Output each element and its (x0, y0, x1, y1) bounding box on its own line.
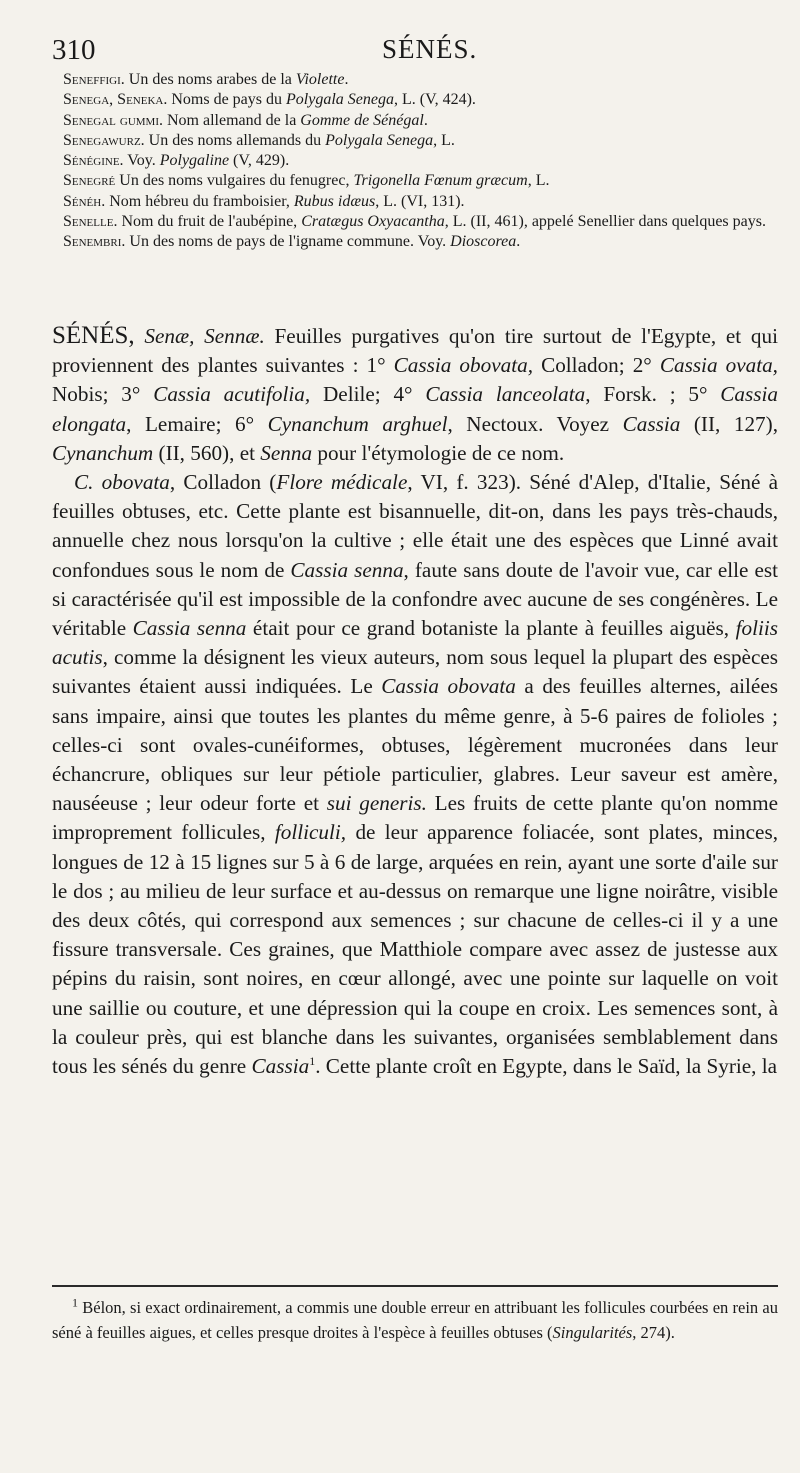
entry-italic: Polygala Senega (286, 91, 394, 109)
text-run: , Colladon ( (169, 470, 277, 495)
italic-run: Flore médicale (276, 470, 408, 495)
text-run: Delile; 4° (310, 382, 426, 407)
entry-tail: , L. (527, 172, 550, 190)
italic-run: Cassia lanceolata (425, 382, 586, 407)
text-run: , comme la désignent les vieux auteurs, nom sous lequel la plupart des espèces suivantes étaient aussi indiquées. Le (52, 645, 778, 699)
article-paragraph-2 (52, 468, 778, 1081)
italic-run: Cassia (622, 411, 681, 436)
text-run: était pour ce grand botaniste la plante à feuilles aiguës, (246, 616, 736, 641)
entry-italic: Gomme de Sénégal (300, 111, 424, 129)
entry-headword: Senelle. (63, 213, 118, 231)
entry-tail: , L. (V, 424). (393, 91, 476, 109)
text-run: Les fruits de cette plante qu'on nomme improprement follicules, (52, 791, 778, 845)
entry-italic: Rubus idæus (293, 192, 376, 210)
entry-headword: Senegré (63, 172, 116, 190)
text-run: pour l'étymologie de ce nom. (312, 440, 565, 465)
text-run: a des feuilles alternes, ailées sans impaire, ainsi que toutes les plantes du même genre, à 5-6 paires de folioles ; celles-ci sont ovales-cunéiformes, obtuses, légèrement mucronées dans leur échancrure, obliques sur leur pétiole particulier, glabres. Leur saveur est amère, nauséeuse ; leur odeur forte et (52, 674, 778, 816)
entry-text: Nom du fruit de l'aubépine, (117, 213, 302, 231)
text-run: de leur apparence foliacée, sont plates, minces, longues de 12 à 15 lignes sur 5 à 6 de large, arquées en rein, ayant une sorte d'aile sur le dos ; au milieu de leur surface et au-dessus on remarque une ligne noirâtre, visible des deux côtés, qui correspond aux semences ; sur chacune de celles-ci il y a une fissure transversale. Ces graines, que Matthiole compare avec assez de justesse aux pépins du raisin, sont noires, en cœur allongé, avec une pointe sur laquelle on voit une saillie ou couture, et une dépression qui la coupe en croix. Les semences sont, à la couleur près, qui est blanche dans les suivantes, organisées semblablement dans tous les sénés du genre (52, 820, 779, 1079)
article-headword: SÉNÉS, (52, 322, 135, 349)
text-run: Colladon; 2° (533, 353, 660, 378)
entry-text: Nom hébreu du framboisier, (105, 192, 294, 210)
italic-run: Cassia elongata (52, 382, 778, 436)
entry-senelle (52, 212, 772, 232)
footnote-rule (52, 1285, 778, 1287)
main-article (52, 321, 778, 1081)
entry-italic: Polygaline (159, 152, 230, 170)
entry-text: Un des noms allemands du (144, 131, 326, 149)
italic-run: Cassia ovata, (659, 353, 778, 378)
entry-tail: . (344, 71, 349, 88)
entry-tail: , L. (433, 131, 455, 149)
running-head: SÉNÉS. (382, 34, 478, 64)
entry-tail: . (516, 233, 521, 251)
italic-run: Cassia obovata, (393, 353, 533, 378)
short-entries (52, 70, 772, 253)
text-run: , VI, f. 323). Séné d'Alep, d'Italie, Séné à feuilles obtuses, etc. Cette plante est bisannuelle, dit-on, dans les pays très-chauds, annuelle chez nous lorsqu'on la cultive ; elle était une des espèces que Linné avait confondues sous le nom de (52, 470, 778, 582)
italic-run: sui generis. (326, 791, 427, 816)
entry-text: Nom allemand de la (163, 111, 301, 129)
entry-italic: Violette (295, 71, 345, 88)
entry-senembri (52, 232, 772, 252)
entry-senegal-gummi (52, 111, 772, 131)
text-run: , faute sans doute de l'avoir vue, car elle est si caractérisée qu'il est impossible de la confondre avec aucune de ses congénères. Le véritable (52, 557, 778, 641)
italic-run: Cassia senna (132, 616, 247, 641)
italic-run: Cassia obovata (381, 674, 516, 699)
entry-senegawurz (52, 131, 772, 151)
text-run: . Cette plante croît en Egypte, dans le Saïd, la Syrie, la (315, 1054, 778, 1079)
entry-text: Un des noms vulgaires du fenugrec, (115, 172, 354, 190)
entry-text: Voy. (123, 152, 160, 170)
entry-text: Un des noms arabes de la (124, 71, 296, 88)
italic-run: C. obovata (74, 470, 170, 495)
entry-italic: Dioscorea (450, 233, 517, 251)
italic-run: folliculi, (274, 820, 347, 845)
entry-senega (52, 90, 772, 110)
entry-italic: Cratægus Oxyacantha (301, 213, 445, 231)
entry-tail: (V, 429). (229, 152, 290, 170)
text-run: , Lemaire; 6° (126, 411, 268, 436)
entry-headword: Senega, Seneka. (63, 91, 168, 109)
text-run (135, 324, 145, 348)
entry-italic: Polygala Senega (325, 131, 434, 149)
footnote-reference: 1 (309, 1054, 316, 1069)
entry-headword: Sénégine. (63, 152, 124, 170)
footnote-text: , 274). (632, 1322, 675, 1342)
page-header (52, 34, 760, 74)
footnote-italic: Singularités (552, 1322, 633, 1342)
entry-text: Un des noms de pays de l'igname commune. Voy. (125, 233, 451, 251)
italic-run: Cynanchum arghuel (267, 411, 448, 436)
footnote (52, 1296, 778, 1345)
entry-tail: . (423, 111, 428, 129)
page-number: 310 (52, 34, 96, 66)
text-run: , Nectoux. Voyez (447, 411, 623, 436)
entry-italic: Trigonella Fœnum græcum (353, 172, 528, 190)
text-run: Feuilles purgatives qu'on tire surtout de l'Egypte, et qui proviennent des plantes suivantes : 1° (52, 324, 778, 378)
entry-headword: Senembri. (63, 233, 126, 251)
text-run: Nobis; 3° (52, 382, 154, 407)
italic-run: Cynanchum (52, 440, 154, 465)
entry-tail: , L. (II, 461), appelé Senellier dans quelques pays. (444, 213, 766, 231)
entry-senegine (52, 151, 772, 171)
entry-text: Noms de pays du (167, 91, 286, 109)
footnote-mark: 1 (72, 1295, 78, 1310)
entry-seneffigi (52, 70, 772, 90)
italic-run: Senæ, Sennæ. (144, 324, 265, 348)
italic-run: Cassia (251, 1054, 310, 1079)
article-paragraph-1 (52, 321, 778, 468)
text-run: (II, 127), (680, 411, 778, 436)
entry-senegre (52, 171, 772, 191)
entry-headword: Senegal gummi. (63, 111, 163, 129)
text-run: (II, 560), et (153, 440, 261, 465)
italic-run: Cassia senna (290, 557, 404, 582)
entry-headword: Seneffigi. (63, 71, 125, 88)
italic-run: foliis acutis (52, 616, 778, 670)
text-run: , Forsk. ; 5° (585, 382, 721, 407)
footnote-text: Bélon, si exact ordinairement, a commis une double erreur en attribuant les follicules courbées en rein au séné à feuilles aigues, et celles presque droites à l'espèce à feuilles obtuses ( (52, 1298, 778, 1342)
italic-run: Senna (260, 440, 313, 465)
entry-headword: Senegawurz. (63, 131, 145, 149)
entry-tail: , L. (VI, 131). (375, 192, 465, 210)
entry-headword: Sénéh. (63, 192, 106, 210)
italic-run: Cassia acutifolia, (153, 382, 311, 407)
entry-seneh (52, 192, 772, 212)
